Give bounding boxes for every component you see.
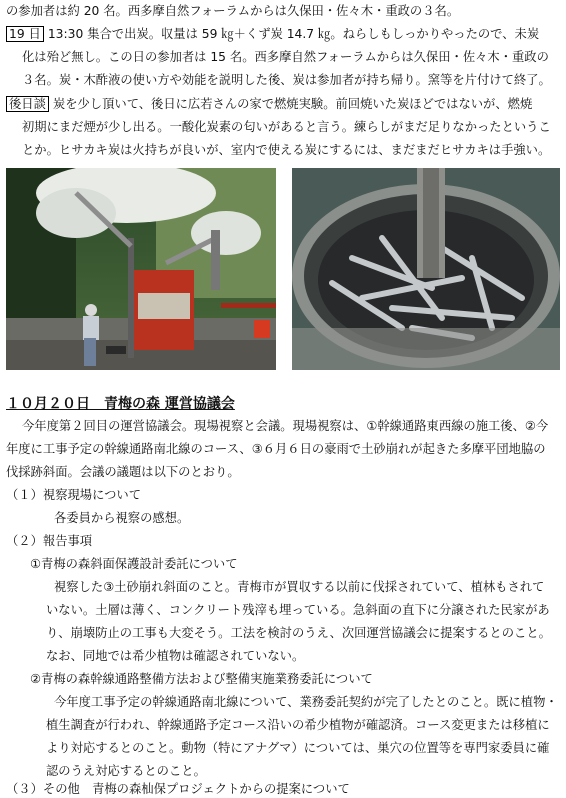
list-item: （１）視察現場について [6,488,142,502]
text-line: 年度に工事予定の幹線通路南北線のコース、③６月６日の豪雨で土砂崩れが起きた多摩平団地脇の [6,442,546,456]
text-line: の参加者は約 20 名。西多摩自然フォーラムからは久保田・佐々木・重政の３名。 [6,4,460,18]
list-item: （３）その他 青梅の森杣保プロジェクトからの提案について [6,782,350,796]
text-line [6,26,539,42]
text-line: 今年度第２回目の運営協議会。現場視察と会議。現場視察は、①幹線通路東西線の施工後、②今 [22,419,549,433]
text-line: 化は殆ど無し。この日の参加者は 15 名。西多摩自然フォーラムからは久保田・佐々木・重政の [22,50,549,64]
text-line: なお、同地では希少植物は確認されていない。 [46,649,305,663]
text-line: 認のうえ対応するとのこと。 [46,764,206,778]
text-line: 視察した③土砂崩れ斜面のこと。青梅市が買収する以前に伐採されていて、植林もされて [54,580,545,594]
text-line: 各委員から視察の感想。 [54,511,190,525]
text-line: いない。土層は薄く、コンクリート残滓も埋っている。急斜面の直下に分譲された民家があ [46,603,550,617]
section-heading: １０月２０日 青梅の森 運営協議会 [6,396,235,412]
text-line: 植生調査が行われ、幹線通路予定コース沿いの希少植物が確認済。コース変更または移植に [46,718,550,732]
charcoal-kiln-photo [292,168,560,370]
text-line: 伐採跡斜面。会議の議題は以下のとおり。 [6,465,240,479]
text-line: 今年度工事予定の幹線通路南北線について、業務委託契約が完了したとのこと。既に植物・ [54,695,558,709]
text-line: 初期にまだ煙が少し出る。一酸化炭素の匂いがあると言う。練らしがまだ足りなかったというこ [22,120,551,134]
list-item: （２）報告事項 [6,534,93,548]
text-segment: 炭を少し頂いて、後日に広若さんの家で燃焼実験。前回焼いた炭ほどではないが、燃焼 [52,97,533,111]
list-item: ①青梅の森斜面保護設計委託について [30,557,238,571]
text-line [6,96,532,112]
text-line: より対応するとのこと。動物（特にアナグマ）については、巣穴の位置等を専門家委員に確 [46,741,550,755]
text-line: り、崩壊防止の工事も大変そう。工法を検討のうえ、次回運営協議会に提案するとのこと。 [46,626,551,640]
text-line: とか。ヒサカキ炭は火持ちが良いが、室内で使える炭にするには、まだまだヒサカキは手強い。 [22,143,551,157]
kiln-smoke-photo [6,168,276,370]
list-item: ②青梅の森幹線通路整備方法および整備実施業務委託について [30,672,373,686]
day-tag: 19 日 [6,26,44,42]
text-segment: 13:30 集合で出炭。収量は 59 ㎏＋くず炭 14.7 ㎏。ねらしもしっかりやったので、未炭 [47,27,540,41]
later-tag: 後日談 [6,96,49,112]
text-line: ３名。炭・木酢液の使い方や効能を説明した後、炭は参加者が持ち帰り。窯等を片付けて終了。 [22,73,551,87]
